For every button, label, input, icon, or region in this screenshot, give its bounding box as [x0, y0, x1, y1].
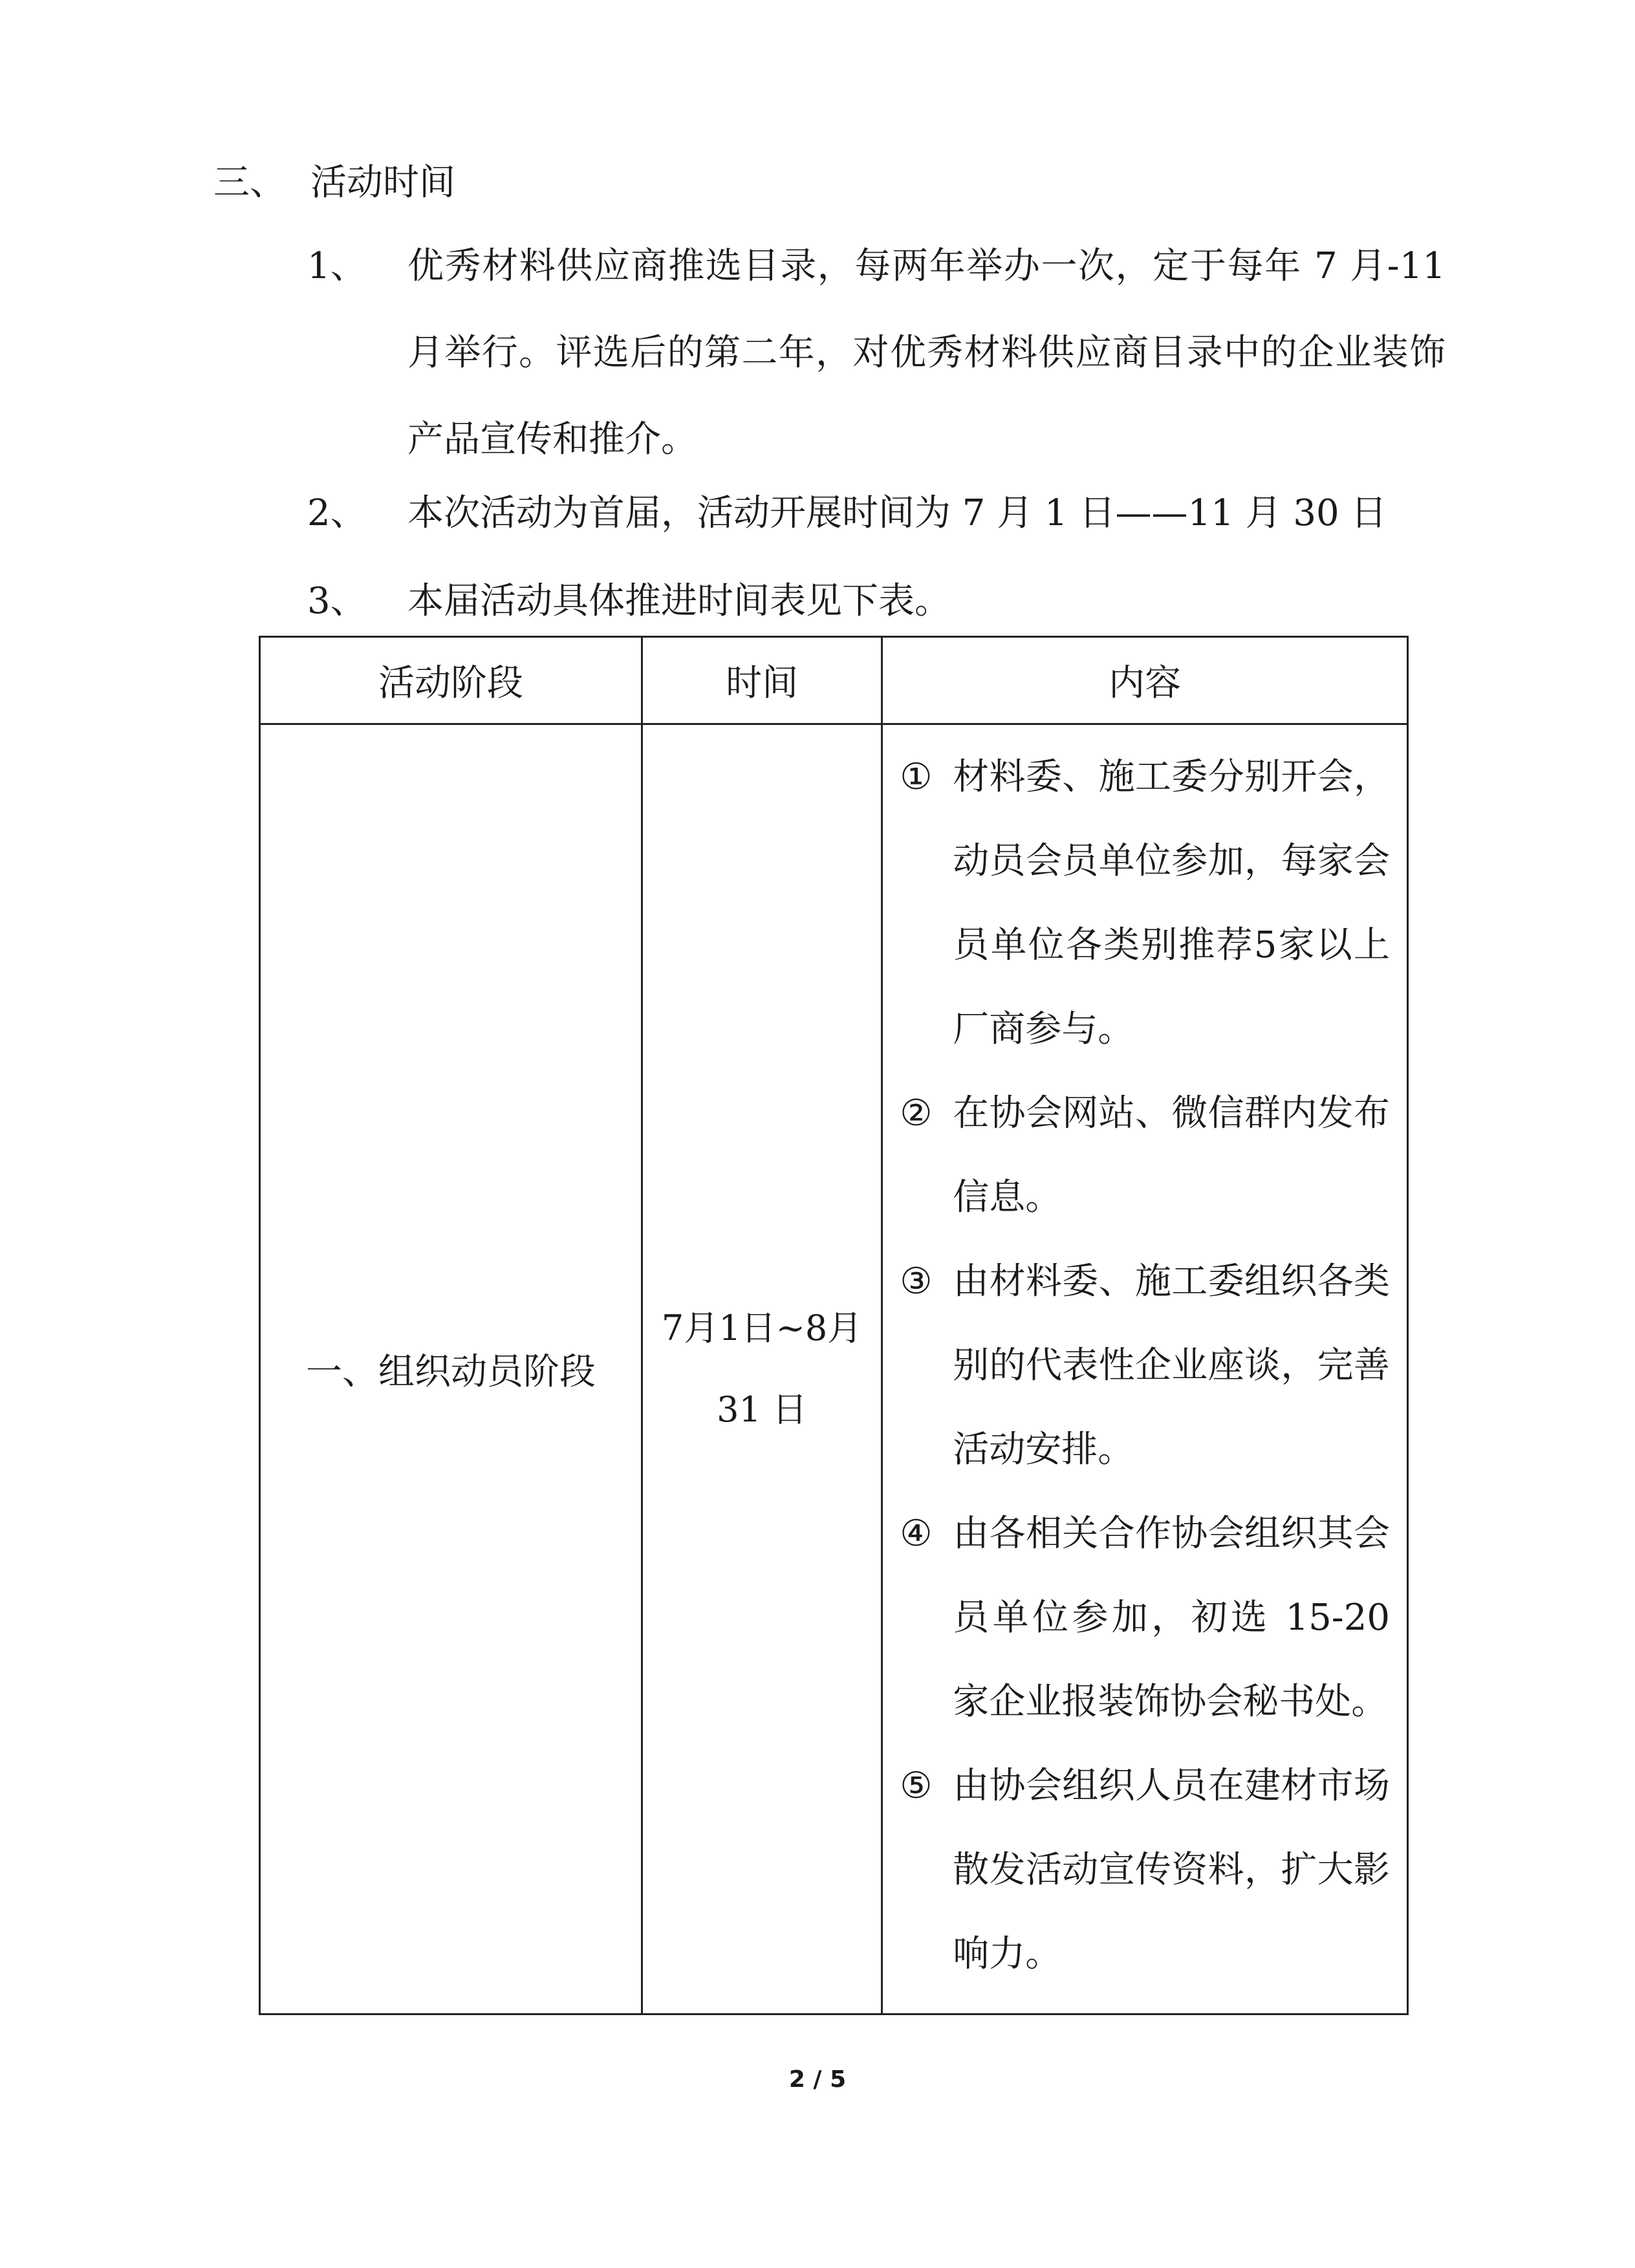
- circled-number: ⑤: [900, 1765, 933, 1807]
- item-number: 2、: [307, 492, 367, 534]
- time-line-1: 7月1日~8月: [661, 1308, 863, 1348]
- section-title: 活动时间: [310, 162, 455, 204]
- content-cell: [882, 724, 1408, 2014]
- header-time: 时间: [642, 637, 882, 724]
- content-text: 由各相关合作协会组织其会员单位参加，初选 15-20 家企业报装饰协会秘书处。: [953, 1513, 1390, 1723]
- circled-number: ①: [900, 756, 933, 798]
- stage-cell: 一、组织动员阶段: [260, 724, 642, 2014]
- content-item: [900, 1072, 1390, 1240]
- header-stage: 活动阶段: [260, 637, 642, 724]
- content-item: [900, 1744, 1390, 1996]
- list-item: [307, 470, 1446, 557]
- time-cell: [642, 724, 882, 2014]
- section-heading: [213, 154, 455, 212]
- content-item: [900, 735, 1390, 1072]
- content-item: [900, 1492, 1390, 1744]
- item-number: 1、: [307, 245, 367, 287]
- table-header-row: [260, 637, 1408, 724]
- content-text: 在协会网站、微信群内发布信息。: [953, 1092, 1390, 1218]
- page-number: 2 / 5: [788, 2066, 847, 2093]
- table-row: [260, 724, 1408, 2014]
- item-text: 优秀材料供应商推选目录，每两年举办一次，定于每年 7 月-11 月举行。评选后的第二年，对优秀材料供应商目录中的企业装饰产品宣传和推介。: [407, 245, 1446, 460]
- schedule-table: [259, 636, 1409, 2015]
- item-number: 3、: [307, 580, 367, 622]
- section-number: 三、: [213, 162, 286, 204]
- list-item: [307, 558, 1446, 645]
- item-text: 本次活动为首届，活动开展时间为 7 月 1 日——11 月 30 日: [407, 492, 1387, 534]
- time-line-2: 31 日: [717, 1389, 808, 1430]
- content-text: 由协会组织人员在建材市场散发活动宣传资料，扩大影响力。: [953, 1765, 1390, 1975]
- content-text: 由材料委、施工委组织各类别的代表性企业座谈，完善活动安排。: [953, 1260, 1390, 1471]
- circled-number: ②: [900, 1092, 933, 1134]
- list-item: [307, 223, 1446, 483]
- content-item: [900, 1240, 1390, 1492]
- header-content: 内容: [882, 637, 1408, 724]
- content-text: 材料委、施工委分别开会，动员会员单位参加，每家会员单位各类别推荐5家以上厂商参与。: [953, 756, 1390, 1050]
- item-text: 本届活动具体推进时间表见下表。: [407, 580, 951, 622]
- circled-number: ④: [900, 1513, 933, 1555]
- circled-number: ③: [900, 1260, 933, 1302]
